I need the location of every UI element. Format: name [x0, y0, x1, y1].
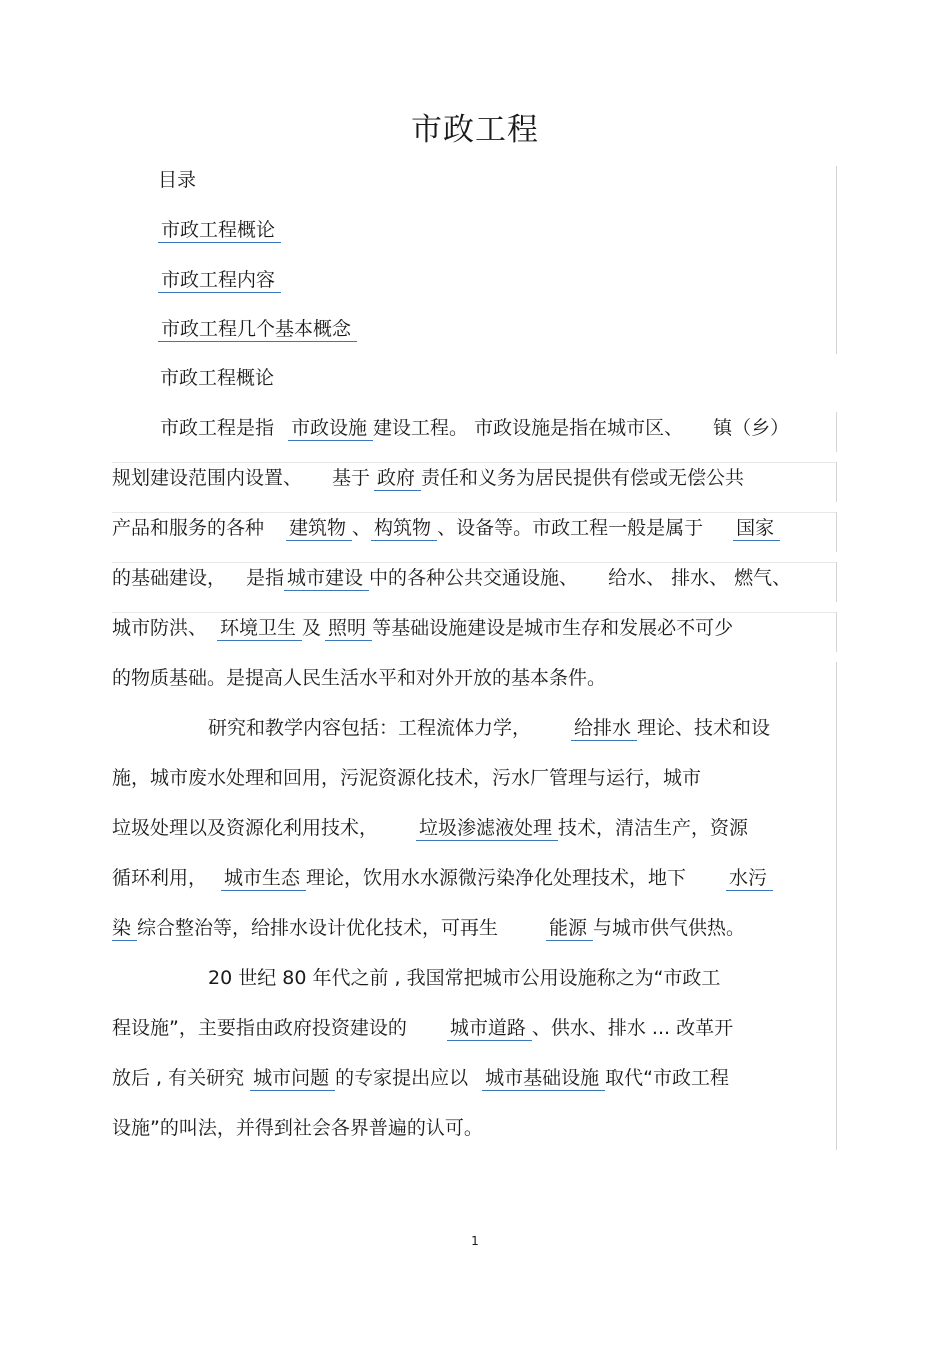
- text-run: 设施”的叫法，并得到社会各界普遍的认可。: [112, 1117, 483, 1139]
- inline-link[interactable]: 政府: [374, 467, 421, 491]
- text-run: 的专家提出应以: [335, 1067, 469, 1089]
- right-margin-rule: [836, 562, 837, 602]
- text-run: 理论，饮用水水源微污染净化处理技术，地下: [306, 867, 687, 889]
- paragraph-line: [112, 464, 744, 494]
- right-margin-rule: [836, 166, 837, 354]
- inline-link[interactable]: 城市基础设施: [482, 1067, 605, 1091]
- paragraph-line: [112, 1114, 483, 1144]
- inline-link[interactable]: 城市道路: [447, 1017, 532, 1041]
- text-run: 、供水、排水 ... 改革开: [531, 1017, 734, 1039]
- toc-heading: 目录: [158, 169, 197, 191]
- paragraph-line: [112, 814, 748, 844]
- inline-link[interactable]: 国家: [733, 517, 780, 541]
- paragraph-line: [112, 614, 733, 644]
- toc-item-concepts[interactable]: [158, 315, 357, 345]
- text-run: 中的各种公共交通设施、: [369, 567, 579, 589]
- text-run: 与城市供气供热。: [593, 917, 746, 939]
- text-run: 城市防洪、: [112, 617, 208, 639]
- text-run: 的基础建设，: [112, 567, 227, 589]
- text-run: 规划建设范围内设置、: [112, 467, 303, 489]
- text-run: 程设施”，主要指由政府投资建设的: [112, 1017, 407, 1039]
- paragraph-line: [112, 1064, 729, 1094]
- toc-link[interactable]: 市政工程几个基本概念: [158, 318, 357, 342]
- right-margin-rule: [836, 512, 837, 552]
- inline-link[interactable]: 染: [112, 917, 137, 941]
- document-title: 市政工程: [411, 112, 539, 148]
- toc-link[interactable]: 市政工程概论: [158, 219, 281, 243]
- toc-item-overview[interactable]: [158, 216, 281, 246]
- inline-link[interactable]: 水污: [726, 867, 773, 891]
- paragraph-line: [112, 564, 791, 594]
- inline-link[interactable]: 建筑物: [286, 517, 352, 541]
- text-run: 产品和服务的各种: [112, 517, 265, 539]
- paragraph-line: [112, 864, 773, 894]
- text-run: 理论、技术和设: [637, 717, 771, 739]
- row-divider: [112, 562, 836, 563]
- inline-link[interactable]: 照明: [325, 617, 372, 641]
- row-divider: [112, 612, 836, 613]
- paragraph-line: [112, 664, 606, 694]
- paragraph-line: [160, 414, 789, 444]
- text-run: 综合整治等，给排水设计优化技术，可再生: [137, 917, 499, 939]
- inline-link[interactable]: 城市问题: [250, 1067, 335, 1091]
- paragraph-line: [208, 714, 770, 744]
- text-run: 基于: [332, 467, 371, 489]
- text-run: 镇（乡）: [713, 417, 790, 439]
- inline-link[interactable]: 城市建设: [284, 567, 369, 591]
- text-run: 是指: [246, 567, 285, 589]
- paragraph-line: [112, 1014, 733, 1044]
- text-run: 施，城市废水处理和回用，污泥资源化技术，污水厂管理与运行，城市: [112, 767, 702, 789]
- inline-link[interactable]: 给排水: [571, 717, 637, 741]
- text-run: 取代“市政工程: [605, 1067, 730, 1089]
- text-run: 20 世纪 80 年代之前 , 我国常把城市公用设施称之为“市政工: [208, 967, 721, 989]
- text-run: 技术，清洁生产，资源: [558, 817, 749, 839]
- text-run: 、: [352, 517, 372, 539]
- right-margin-rule: [836, 412, 837, 452]
- inline-link[interactable]: 能源: [546, 917, 593, 941]
- paragraph-line: [112, 764, 701, 794]
- page-number: 1: [471, 1234, 479, 1248]
- text-run: 研究和教学内容包括：工程流体力学，: [208, 717, 532, 739]
- right-margin-rule: [836, 662, 837, 1150]
- paragraph-line: [208, 964, 720, 994]
- text-run: 垃圾处理以及资源化利用技术，: [112, 817, 379, 839]
- text-run: 市政工程是指: [160, 417, 275, 439]
- toc-item-content[interactable]: [158, 266, 281, 296]
- inline-link[interactable]: 构筑物: [371, 517, 437, 541]
- paragraph-line: [112, 914, 745, 944]
- text-run: 建设工程。 市政设施是指在城市区、: [373, 417, 684, 439]
- inline-link[interactable]: 环境卫生: [217, 617, 302, 641]
- row-divider: [112, 462, 836, 463]
- text-run: 等基础设施建设是城市生存和发展必不可少: [372, 617, 734, 639]
- paragraph-line: [112, 514, 780, 544]
- right-margin-rule: [836, 462, 837, 502]
- row-divider: [112, 512, 836, 513]
- right-margin-rule: [836, 612, 837, 652]
- text-run: 、设备等。市政工程一般是属于: [437, 517, 704, 539]
- text-run: 循环利用，: [112, 867, 208, 889]
- text-run: 放后 , 有关研究: [112, 1067, 245, 1089]
- toc-link[interactable]: 市政工程内容: [158, 269, 281, 293]
- inline-link[interactable]: 市政设施: [288, 417, 373, 441]
- inline-link[interactable]: 城市生态: [221, 867, 306, 891]
- inline-link[interactable]: 垃圾渗滤液处理: [416, 817, 558, 841]
- section-heading: 市政工程概论: [160, 367, 275, 389]
- text-run: 责任和义务为居民提供有偿或无偿公共: [421, 467, 745, 489]
- text-run: 及: [302, 617, 322, 639]
- text-run: 给水、 排水、 燃气、: [608, 567, 792, 589]
- text-run: 的物质基础。是提高人民生活水平和对外开放的基本条件。: [112, 667, 607, 689]
